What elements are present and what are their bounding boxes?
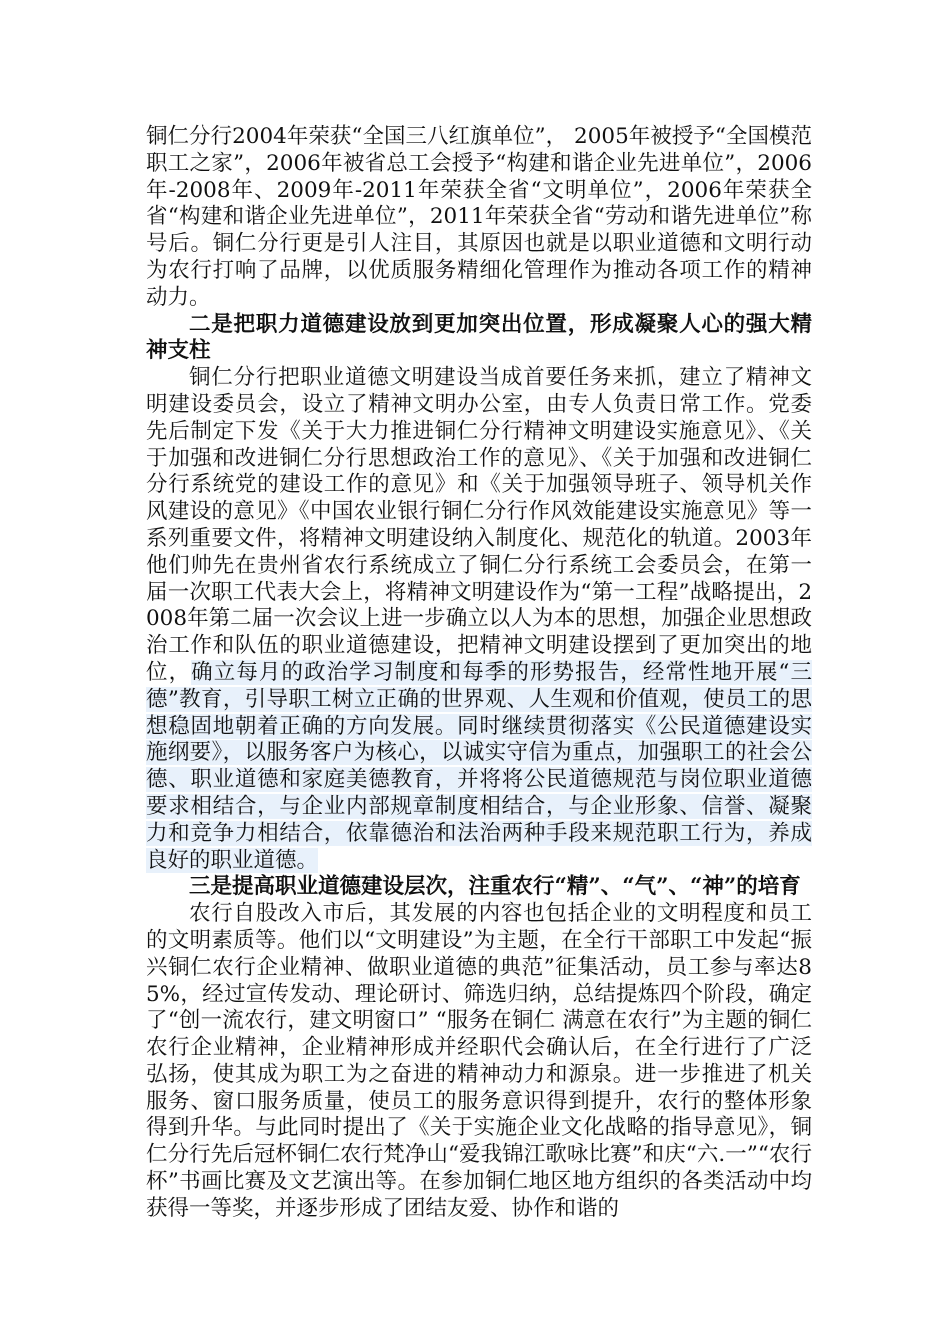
paragraph-ethics-building	[146, 365, 812, 874]
section-heading-two: 二是把职力道德建设放到更加突出位置，形成凝聚人心的强大精神支柱	[146, 311, 812, 364]
paragraph-corporate-spirit: 农行自股改入市后，其发展的内容也包括企业的文明程度和员工的文明素质等。他们以“文明建设”为主题，在全行干部职工中发起“振兴铜仁农行企业精神、做职业道德的典范”征集活动，员工参与率达85%，经过宣传发动、理论研讨、筛选归纳，总结提炼四个阶段，确定了“创一流农行，建文明窗口” “服务在铜仁 满意在农行”为主题的铜仁农行企业精神，企业精神形成并经职代会确认后，在全行进行了广泛弘扬，使其成为职工为之奋进的精神动力和源泉。进一步推进了机关服务、窗口服务质量，使员工的服务意识得到提升，农行的整体形象得到升华。与此同时提出了《关于实施企业文化战略的指导意见》，铜仁分行先后冠杯铜仁农行梵净山“爱我锦江歌咏比赛”和庆“六.一”“农行杯”书画比赛及文艺演出等。在参加铜仁地区地方组织的各类活动中均获得一等奖，并逐步形成了团结友爱、协作和谐的	[146, 901, 812, 1221]
document-page	[146, 124, 812, 1223]
section-heading-three: 三是提高职业道德建设层次，注重农行“精”、“气”、“神”的培育	[189, 874, 801, 900]
paragraph-honors: 铜仁分行2004年荣获“全国三八红旗单位”， 2005年被授予“全国模范职工之家”，2006年被省总工会授予“构建和谐企业先进单位”，2006年-2008年、2009年-2011年荣获全省“文明单位”，2006年荣获全省“构建和谐企业先进单位”，2011年荣获全省“劳动和谐先进单位”称号后。铜仁分行更是引人注目，其原因也就是以职业道德和文明行动为农行打响了品牌，以优质服务精细化管理作为推动各项工作的精神动力。	[146, 124, 812, 310]
highlighted-text-selection[interactable]: 确立每月的政治学习制度和每季的形势报告，经常性地开展“三德”教育，引导职工树立正确的世界观、人生观和价值观，使员工的思想稳固地朝着正确的方向发展。同时继续贯彻落实《公民道德建设实施纲要》，以服务客户为核心，以诚实守信为重点，加强职工的社会公德、职业道德和家庭美德教育，并将将公民道德规范与岗位职业道德要求相结合，与企业内部规章制度相结合，与企业形象、信誉、凝聚力和竞争力相结合，依靠德治和法治两种手段来规范职工行为，养成良好的职业道德。	[146, 659, 812, 873]
paragraph-ethics-building-text: 铜仁分行把职业道德文明建设当成首要任务来抓，建立了精神文明建设委员会，设立了精神文明办公室，由专人负责日常工作。党委先后制定下发《关于大力推进铜仁分行精神文明建设实施意见》、《关于加强和改进铜仁分行思想政治工作的意见》、《关于加强和改进铜仁分行系统党的建设工作的意见》和《关于加强领导班子、领导机关作风建设的意见》《中国农业银行铜仁分行作风效能建设实施意见》等一系列重要文件，将精神文明建设纳入制度化、规范化的轨道。2003年他们帅先在贵州省农行系统成立了铜仁分行系统工会委员会，在第一届一次职工代表大会上，将精神文明建设作为“第一工程”战略提出，2008年第二届一次会议上进一步确立以人为本的思想，加强企业思想政治工作和队伍的职业道德建设，把精神文明建设摆到了更加突出的地位，	[146, 365, 812, 685]
